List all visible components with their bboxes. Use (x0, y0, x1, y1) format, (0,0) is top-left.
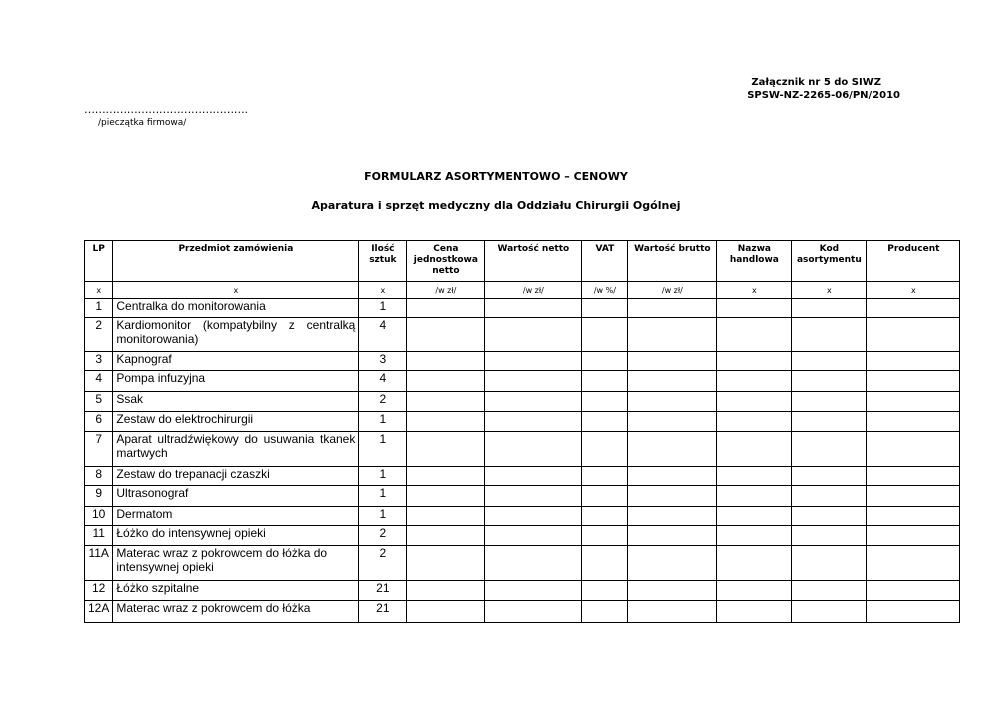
net-value-cell (485, 601, 582, 623)
table-row (85, 467, 960, 486)
product-code-cell (792, 467, 867, 486)
table-row (85, 352, 960, 371)
table-row (85, 581, 960, 601)
unit-cell: x (792, 282, 867, 299)
product-code-cell (792, 352, 867, 371)
manufacturer-cell (867, 299, 960, 318)
item-name: Aparat ultradźwiękowy do usuwania tkanek martwych (113, 432, 359, 467)
manufacturer-cell (867, 581, 960, 601)
row-number: 11A (85, 546, 113, 581)
table-row (85, 526, 960, 546)
net-value-cell (485, 371, 582, 392)
gross-value-cell (628, 546, 717, 581)
form-title: FORMULARZ ASORTYMENTOWO – CENOWY (364, 170, 628, 183)
product-code-cell (792, 299, 867, 318)
item-name: Łóżko szpitalne (113, 581, 359, 601)
net-value-cell (485, 507, 582, 526)
row-number: 8 (85, 467, 113, 486)
trade-name-cell (717, 467, 792, 486)
trade-name-cell (717, 392, 792, 412)
item-name: Ssak (113, 392, 359, 412)
trade-name-cell (717, 486, 792, 507)
vat-cell (582, 371, 628, 392)
row-number: 4 (85, 371, 113, 392)
manufacturer-cell (867, 507, 960, 526)
table-row (85, 318, 960, 352)
net-value-cell (485, 352, 582, 371)
item-quantity: 4 (359, 318, 407, 352)
stamp-label: /pieczątka firmowa/ (98, 118, 187, 128)
unit-cell: x (867, 282, 960, 299)
product-code-cell (792, 486, 867, 507)
item-quantity: 21 (359, 601, 407, 623)
vat-cell (582, 392, 628, 412)
unit-cell: x (359, 282, 407, 299)
unit-price-cell (407, 526, 485, 546)
table-row (85, 299, 960, 318)
gross-value-cell (628, 581, 717, 601)
row-number: 10 (85, 507, 113, 526)
gross-value-cell (628, 526, 717, 546)
net-value-cell (485, 467, 582, 486)
unit-price-cell (407, 507, 485, 526)
unit-cell: x (113, 282, 359, 299)
unit-price-cell (407, 412, 485, 432)
manufacturer-cell (867, 392, 960, 412)
manufacturer-cell (867, 412, 960, 432)
item-quantity: 3 (359, 352, 407, 371)
product-code-cell (792, 526, 867, 546)
net-value-cell (485, 581, 582, 601)
trade-name-cell (717, 581, 792, 601)
net-value-cell (485, 412, 582, 432)
table-row (85, 546, 960, 581)
product-code-cell (792, 432, 867, 467)
table-row (85, 432, 960, 467)
table-row (85, 412, 960, 432)
vat-cell (582, 432, 628, 467)
item-quantity: 2 (359, 392, 407, 412)
item-name: Kardiomonitor (kompatybilny z centralką monitorowania) (113, 318, 359, 352)
trade-name-cell (717, 299, 792, 318)
row-number: 3 (85, 352, 113, 371)
col-header: Wartość netto (485, 241, 582, 282)
net-value-cell (485, 299, 582, 318)
price-form-table (84, 240, 960, 623)
col-header: Kod asortymentu (792, 241, 867, 282)
gross-value-cell (628, 371, 717, 392)
row-number: 6 (85, 412, 113, 432)
table-body (85, 299, 960, 623)
unit-price-cell (407, 486, 485, 507)
item-quantity: 1 (359, 467, 407, 486)
col-header: VAT (582, 241, 628, 282)
row-number: 12A (85, 601, 113, 623)
product-code-cell (792, 412, 867, 432)
item-name: Kapnograf (113, 352, 359, 371)
gross-value-cell (628, 412, 717, 432)
net-value-cell (485, 486, 582, 507)
trade-name-cell (717, 601, 792, 623)
net-value-cell (485, 318, 582, 352)
trade-name-cell (717, 526, 792, 546)
trade-name-cell (717, 507, 792, 526)
product-code-cell (792, 601, 867, 623)
item-quantity: 2 (359, 526, 407, 546)
item-name: Centralka do monitorowania (113, 299, 359, 318)
gross-value-cell (628, 507, 717, 526)
col-header: Ilość sztuk (359, 241, 407, 282)
row-number: 1 (85, 299, 113, 318)
annex-label: Załącznik nr 5 do SIWZ (751, 77, 881, 88)
unit-price-cell (407, 318, 485, 352)
row-number: 5 (85, 392, 113, 412)
row-number: 2 (85, 318, 113, 352)
product-code-cell (792, 318, 867, 352)
gross-value-cell (628, 352, 717, 371)
unit-price-cell (407, 371, 485, 392)
vat-cell (582, 467, 628, 486)
table-unit-row (85, 282, 960, 299)
unit-price-cell (407, 352, 485, 371)
unit-cell: /w zł/ (407, 282, 485, 299)
unit-price-cell (407, 467, 485, 486)
item-name: Materac wraz z pokrowcem do łóżka do intensywnej opieki (113, 546, 359, 581)
manufacturer-cell (867, 601, 960, 623)
vat-cell (582, 581, 628, 601)
trade-name-cell (717, 412, 792, 432)
item-name: Ultrasonograf (113, 486, 359, 507)
vat-cell (582, 546, 628, 581)
table-row (85, 507, 960, 526)
unit-cell: x (85, 282, 113, 299)
manufacturer-cell (867, 352, 960, 371)
manufacturer-cell (867, 371, 960, 392)
vat-cell (582, 352, 628, 371)
gross-value-cell (628, 601, 717, 623)
vat-cell (582, 412, 628, 432)
item-quantity: 2 (359, 546, 407, 581)
net-value-cell (485, 432, 582, 467)
vat-cell (582, 601, 628, 623)
item-name: Materac wraz z pokrowcem do łóżka (113, 601, 359, 623)
gross-value-cell (628, 432, 717, 467)
unit-price-cell (407, 299, 485, 318)
reference-number: SPSW-NZ-2265-06/PN/2010 (747, 90, 900, 101)
table-row (85, 601, 960, 623)
vat-cell (582, 299, 628, 318)
item-name: Łóżko do intensywnej opieki (113, 526, 359, 546)
unit-cell: /w %/ (582, 282, 628, 299)
gross-value-cell (628, 486, 717, 507)
product-code-cell (792, 581, 867, 601)
product-code-cell (792, 371, 867, 392)
unit-price-cell (407, 601, 485, 623)
item-quantity: 1 (359, 412, 407, 432)
net-value-cell (485, 526, 582, 546)
row-number: 7 (85, 432, 113, 467)
trade-name-cell (717, 546, 792, 581)
col-header: Nazwa handlowa (717, 241, 792, 282)
unit-price-cell (407, 432, 485, 467)
trade-name-cell (717, 371, 792, 392)
manufacturer-cell (867, 467, 960, 486)
item-quantity: 4 (359, 371, 407, 392)
manufacturer-cell (867, 432, 960, 467)
table-row (85, 486, 960, 507)
col-header: Przedmiot zamówienia (113, 241, 359, 282)
trade-name-cell (717, 318, 792, 352)
manufacturer-cell (867, 546, 960, 581)
product-code-cell (792, 546, 867, 581)
row-number: 9 (85, 486, 113, 507)
unit-price-cell (407, 581, 485, 601)
stamp-dotted-line: ………………………………………. (84, 103, 248, 116)
col-header: LP (85, 241, 113, 282)
unit-price-cell (407, 546, 485, 581)
gross-value-cell (628, 299, 717, 318)
trade-name-cell (717, 432, 792, 467)
vat-cell (582, 318, 628, 352)
row-number: 12 (85, 581, 113, 601)
unit-cell: /w zł/ (628, 282, 717, 299)
table-header-row (85, 241, 960, 282)
unit-cell: x (717, 282, 792, 299)
item-quantity: 1 (359, 432, 407, 467)
product-code-cell (792, 507, 867, 526)
gross-value-cell (628, 467, 717, 486)
item-name: Dermatom (113, 507, 359, 526)
table-row (85, 392, 960, 412)
vat-cell (582, 526, 628, 546)
product-code-cell (792, 392, 867, 412)
item-quantity: 1 (359, 299, 407, 318)
vat-cell (582, 507, 628, 526)
item-name: Zestaw do trepanacji czaszki (113, 467, 359, 486)
col-header: Cena jednostkowa netto (407, 241, 485, 282)
item-quantity: 21 (359, 581, 407, 601)
item-name: Pompa infuzyjna (113, 371, 359, 392)
row-number: 11 (85, 526, 113, 546)
trade-name-cell (717, 352, 792, 371)
unit-cell: /w zł/ (485, 282, 582, 299)
manufacturer-cell (867, 486, 960, 507)
unit-price-cell (407, 392, 485, 412)
item-name: Zestaw do elektrochirurgii (113, 412, 359, 432)
item-quantity: 1 (359, 507, 407, 526)
vat-cell (582, 486, 628, 507)
net-value-cell (485, 392, 582, 412)
col-header: Producent (867, 241, 960, 282)
table-row (85, 371, 960, 392)
manufacturer-cell (867, 318, 960, 352)
form-subtitle: Aparatura i sprzęt medyczny dla Oddziału Chirurgii Ogólnej (311, 199, 681, 212)
document-header (700, 76, 900, 102)
col-header: Wartość brutto (628, 241, 717, 282)
net-value-cell (485, 546, 582, 581)
gross-value-cell (628, 318, 717, 352)
item-quantity: 1 (359, 486, 407, 507)
gross-value-cell (628, 392, 717, 412)
manufacturer-cell (867, 526, 960, 546)
